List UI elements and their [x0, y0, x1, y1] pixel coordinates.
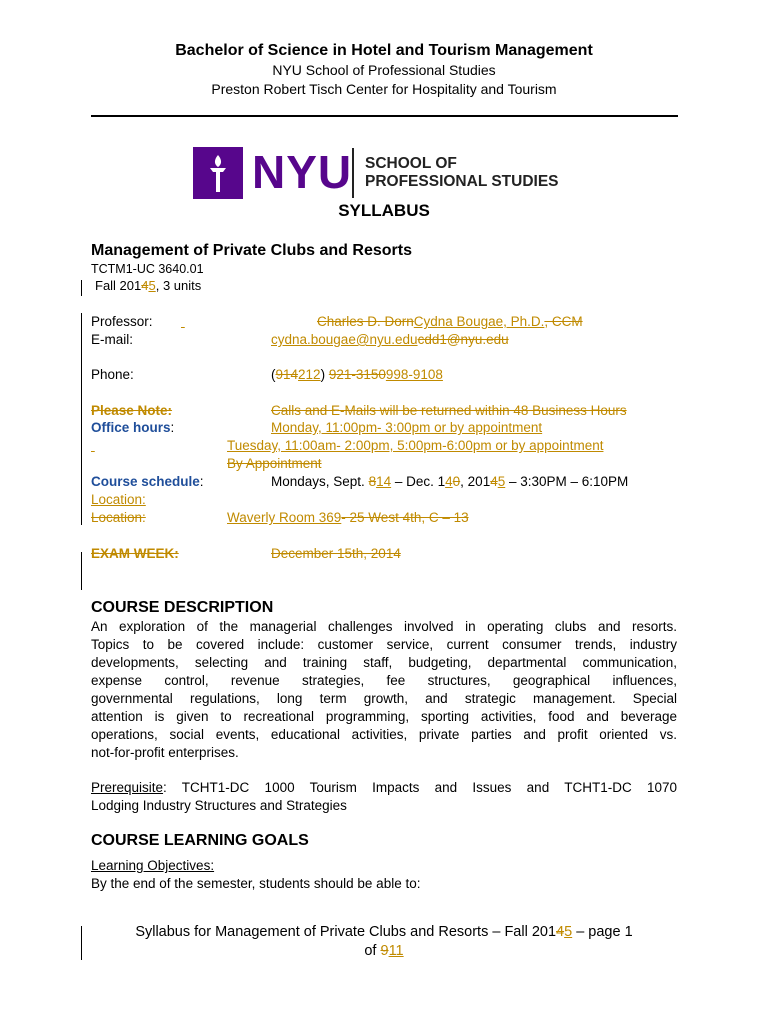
- prerequisite: Prerequisite: TCHT1-DC 1000 Tourism Impacts and Issues and TCHT1-DC 1070 Lodging Industry Structures and Strategies: [91, 780, 677, 813]
- center-name: Preston Robert Tisch Center for Hospitality and Tourism: [211, 81, 557, 97]
- description-line: Topics to be covered include: customer service, current consumer trends, industry: [91, 637, 677, 652]
- description-line: governmental regulations, long term growth, and strategic management. Special: [91, 691, 677, 706]
- description-heading: COURSE DESCRIPTION: [91, 599, 274, 616]
- description-line: An exploration of the managerial challenges involved in operating clubs and resorts.: [91, 619, 677, 634]
- note-label: Please Note:: [91, 403, 173, 418]
- course-title: Management of Private Clubs and Resorts: [91, 242, 412, 259]
- description-line: developments, selecting and training staff, budgeting, departmental communication,: [91, 655, 677, 670]
- location-value: Waverly Room 369- 25 West 4th, C – 13: [227, 510, 469, 525]
- office-hours-label: Office hours:: [91, 420, 175, 435]
- exam-week-label: EXAM WEEK:: [91, 546, 179, 561]
- professor-label: Professor:: [91, 314, 153, 329]
- change-bar: [81, 313, 82, 525]
- logo-line2: PROFESSIONAL STUDIES: [365, 173, 559, 190]
- syllabus-title: SYLLABUS: [338, 201, 430, 220]
- location-label-inserted: Location:: [91, 492, 146, 507]
- nyu-torch-logo: [193, 147, 243, 199]
- office-hours-line2: Tuesday, 11:00am- 2:00pm, 5:00pm-6:00pm or by appointment: [227, 438, 604, 453]
- change-bar: [81, 552, 82, 590]
- exam-week-value: December 15th, 2014: [271, 546, 401, 561]
- page-footer: Syllabus for Management of Private Clubs and Resorts – Fall 20145 – page 1 of 911: [135, 924, 633, 959]
- description-line: attention is given to recreational programming, sporting activities, food and beverage: [91, 709, 677, 724]
- description-line: not-for-profit enterprises.: [91, 745, 239, 760]
- ins-tab: [91, 438, 227, 453]
- learning-objectives-label: Learning Objectives:: [91, 858, 215, 873]
- email-link[interactable]: cydna.bougae@nyu.edu: [271, 332, 418, 347]
- location-label-deleted: Location:: [91, 510, 146, 525]
- email-label: E-mail:: [91, 332, 134, 347]
- logo-line1: SCHOOL OF: [365, 155, 457, 172]
- logo-text: [365, 155, 559, 191]
- course-code: TCTM1-UC 3640.01: [91, 262, 204, 276]
- email-value: cydna.bougae@nyu.educdd1@nyu.edu: [271, 332, 509, 347]
- note-text: Calls and E-Mails will be returned within 48 Business Hours: [271, 403, 627, 418]
- office-hours-line3: By Appointment: [227, 456, 322, 471]
- phone-value: (914212) 921-3150998-9108: [271, 367, 443, 382]
- program-title: Bachelor of Science in Hotel and Tourism Management: [175, 42, 593, 59]
- learning-objectives-intro: By the end of the semester, students should be able to:: [91, 876, 421, 891]
- torch-icon: [193, 147, 243, 199]
- header-rule: [91, 115, 678, 117]
- nyu-wordmark: NYU: [252, 146, 353, 198]
- prerequisite-label: Prerequisite: [91, 780, 164, 795]
- course-schedule-value: Mondays, Sept. 814 – Dec. 140, 20145 – 3:30PM – 6:10PM: [271, 474, 629, 489]
- goals-heading: COURSE LEARNING GOALS: [91, 832, 309, 849]
- change-bar: [81, 280, 82, 296]
- professor-value: Charles D. DornCydna Bougae, Ph.D., CCM: [317, 314, 583, 329]
- course-term: Fall 20145, 3 units: [95, 278, 202, 293]
- description-body: [91, 618, 677, 762]
- school-name: NYU School of Professional Studies: [272, 62, 496, 78]
- description-line: expense control, revenue strategies, fee structures, geographical influences,: [91, 673, 677, 688]
- description-line: operations, social events, educational activities, private parties and profit oriented vs.: [91, 727, 677, 742]
- phone-label: Phone:: [91, 367, 134, 382]
- course-schedule-label: Course schedule:: [91, 474, 204, 489]
- ins-tab: [181, 314, 226, 329]
- office-hours-line1: Monday, 11:00pm- 3:00pm or by appointment: [271, 420, 543, 435]
- logo-divider: [352, 148, 354, 198]
